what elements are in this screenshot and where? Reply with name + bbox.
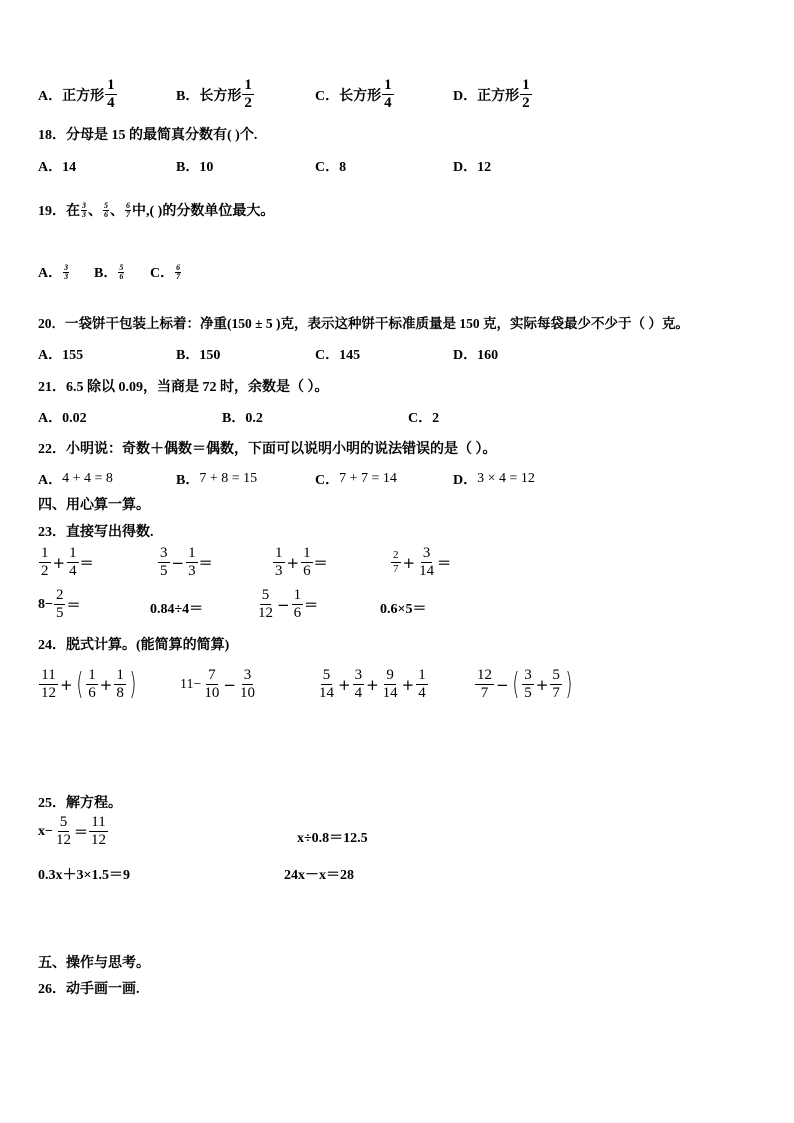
q23-expr-1: $\frac{1}{2}$ + $\frac{1}{4}$ ＝ — [41, 545, 94, 579]
fraction: $\frac{6}{7}$ — [176, 262, 181, 281]
fraction: $\frac{1}{4}$ — [107, 77, 115, 111]
q21-option-b: B．0.2 — [222, 411, 263, 426]
q18-option-a: A．14 — [38, 160, 77, 175]
q18-option-c: C．8 — [315, 160, 347, 175]
q20-option-d: D．160 — [453, 348, 499, 363]
q19-stem: 19．在 $\frac{3}{3}$ 、 $\frac{5}{6}$ 、 $\frac{6}{7}$ 中,( )的分数单位最大。 — [38, 200, 275, 219]
q21-option-c: C．2 — [408, 411, 440, 426]
q22-option-c: C． 7 + 7 = 14 — [315, 471, 397, 488]
q22-option-a: A． 4 + 4 = 8 — [38, 471, 113, 488]
q23-expr-3: $\frac{1}{3}$ + $\frac{1}{6}$ ＝ — [275, 545, 328, 579]
q25-equation-1: x− $\frac{5}{12}$ ＝ $\frac{11}{12}$ — [38, 814, 106, 848]
fraction: $\frac{6}{7}$ — [126, 200, 130, 219]
q23-expr-4: $\frac{2}{7}$ + $\frac{3}{14}$ ＝ — [393, 545, 452, 579]
q24-expr-3: $\frac{5}{14}$ + $\frac{3}{4}$ + $\frac{9}{14}$ + $\frac{1}{4}$ — [319, 667, 426, 701]
q25-equation-3: 0.3x＋3×1.5＝9 — [38, 868, 130, 883]
section-5-heading: 五、操作与思考。 — [38, 956, 150, 971]
q21-stem: 21．6.5 除以 0.09，当商是 72 时，余数是（ ）。 — [38, 380, 329, 395]
q23-expr-8: 0.6×5＝ — [380, 602, 427, 617]
fraction: $\frac{5}{6}$ — [119, 262, 124, 281]
q23-expr-7: $\frac{5}{12}$ − $\frac{1}{6}$ ＝ — [258, 587, 319, 621]
q22-option-b: B． 7 + 8 = 15 — [176, 471, 258, 488]
q17-option-c: C．长方形 $\frac{1}{4}$ — [315, 77, 392, 111]
q18-option-d: D．12 — [453, 160, 492, 175]
q24-expr-1: $\frac{11}{12}$ + ( $\frac{1}{6}$ + $\frac{1}{8}$ ) — [41, 666, 137, 702]
fraction: $\frac{5}{6}$ — [104, 200, 108, 219]
q20-stem: 20．一袋饼干包装上标着：净重(150 ± 5 )克，表示这种饼干标准质量是 150 克，实际每袋最少不少于（ ）克。 — [38, 316, 689, 331]
q17-option-a: A．正方形 $\frac{1}{4}$ — [38, 77, 115, 111]
q21-option-a: A．0.02 — [38, 411, 87, 426]
q24-expr-4: $\frac{12}{7}$ − ( $\frac{3}{5}$ + $\frac{5}{7}$ ) — [477, 666, 573, 702]
q20-option-b: B．150 — [176, 348, 221, 363]
q17-option-d: D．正方形 $\frac{1}{2}$ — [453, 77, 530, 111]
q23-expr-2: $\frac{3}{5}$ − $\frac{1}{3}$ ＝ — [160, 545, 213, 579]
q25-stem: 25．解方程。 — [38, 796, 122, 811]
q24-stem: 24．脱式计算。(能简算的简算) — [38, 638, 230, 653]
q24-expr-2: 11− $\frac{7}{10}$ − $\frac{3}{10}$ — [180, 667, 255, 701]
q18-stem: 18．分母是 15 的最简真分数有( )个. — [38, 128, 258, 143]
fraction: $\frac{1}{2}$ — [522, 77, 530, 111]
q22-stem: 22．小明说：奇数＋偶数＝偶数，下面可以说明小明的说法错误的是（ ）。 — [38, 442, 497, 457]
q20-option-a: A．155 — [38, 348, 84, 363]
q19-option-b: B． $\frac{5}{6}$ — [94, 262, 124, 281]
q25-equation-4: 24x－x＝28 — [284, 868, 354, 883]
q25-equation-2: x÷0.8＝12.5 — [297, 831, 368, 846]
q23-expr-5: 8− $\frac{2}{5}$ ＝ — [38, 587, 81, 621]
fraction: $\frac{1}{4}$ — [384, 77, 392, 111]
fraction: $\frac{3}{3}$ — [82, 200, 86, 219]
q20-option-c: C．145 — [315, 348, 361, 363]
q23-expr-6: 0.84÷4＝ — [150, 602, 204, 617]
q19-option-c: C． $\frac{6}{7}$ — [150, 262, 181, 281]
q17-option-b: B．长方形 $\frac{1}{2}$ — [176, 77, 252, 111]
q18-option-b: B．10 — [176, 160, 214, 175]
q22-option-d: D． 3 × 4 = 12 — [453, 471, 535, 488]
q26-stem: 26．动手画一画. — [38, 982, 140, 997]
q19-option-a: A． $\frac{3}{3}$ — [38, 262, 69, 281]
section-4-heading: 四、用心算一算。 — [38, 498, 150, 513]
fraction: $\frac{3}{3}$ — [64, 262, 69, 281]
fraction: $\frac{1}{2}$ — [244, 77, 252, 111]
q23-stem: 23．直接写出得数. — [38, 525, 154, 540]
